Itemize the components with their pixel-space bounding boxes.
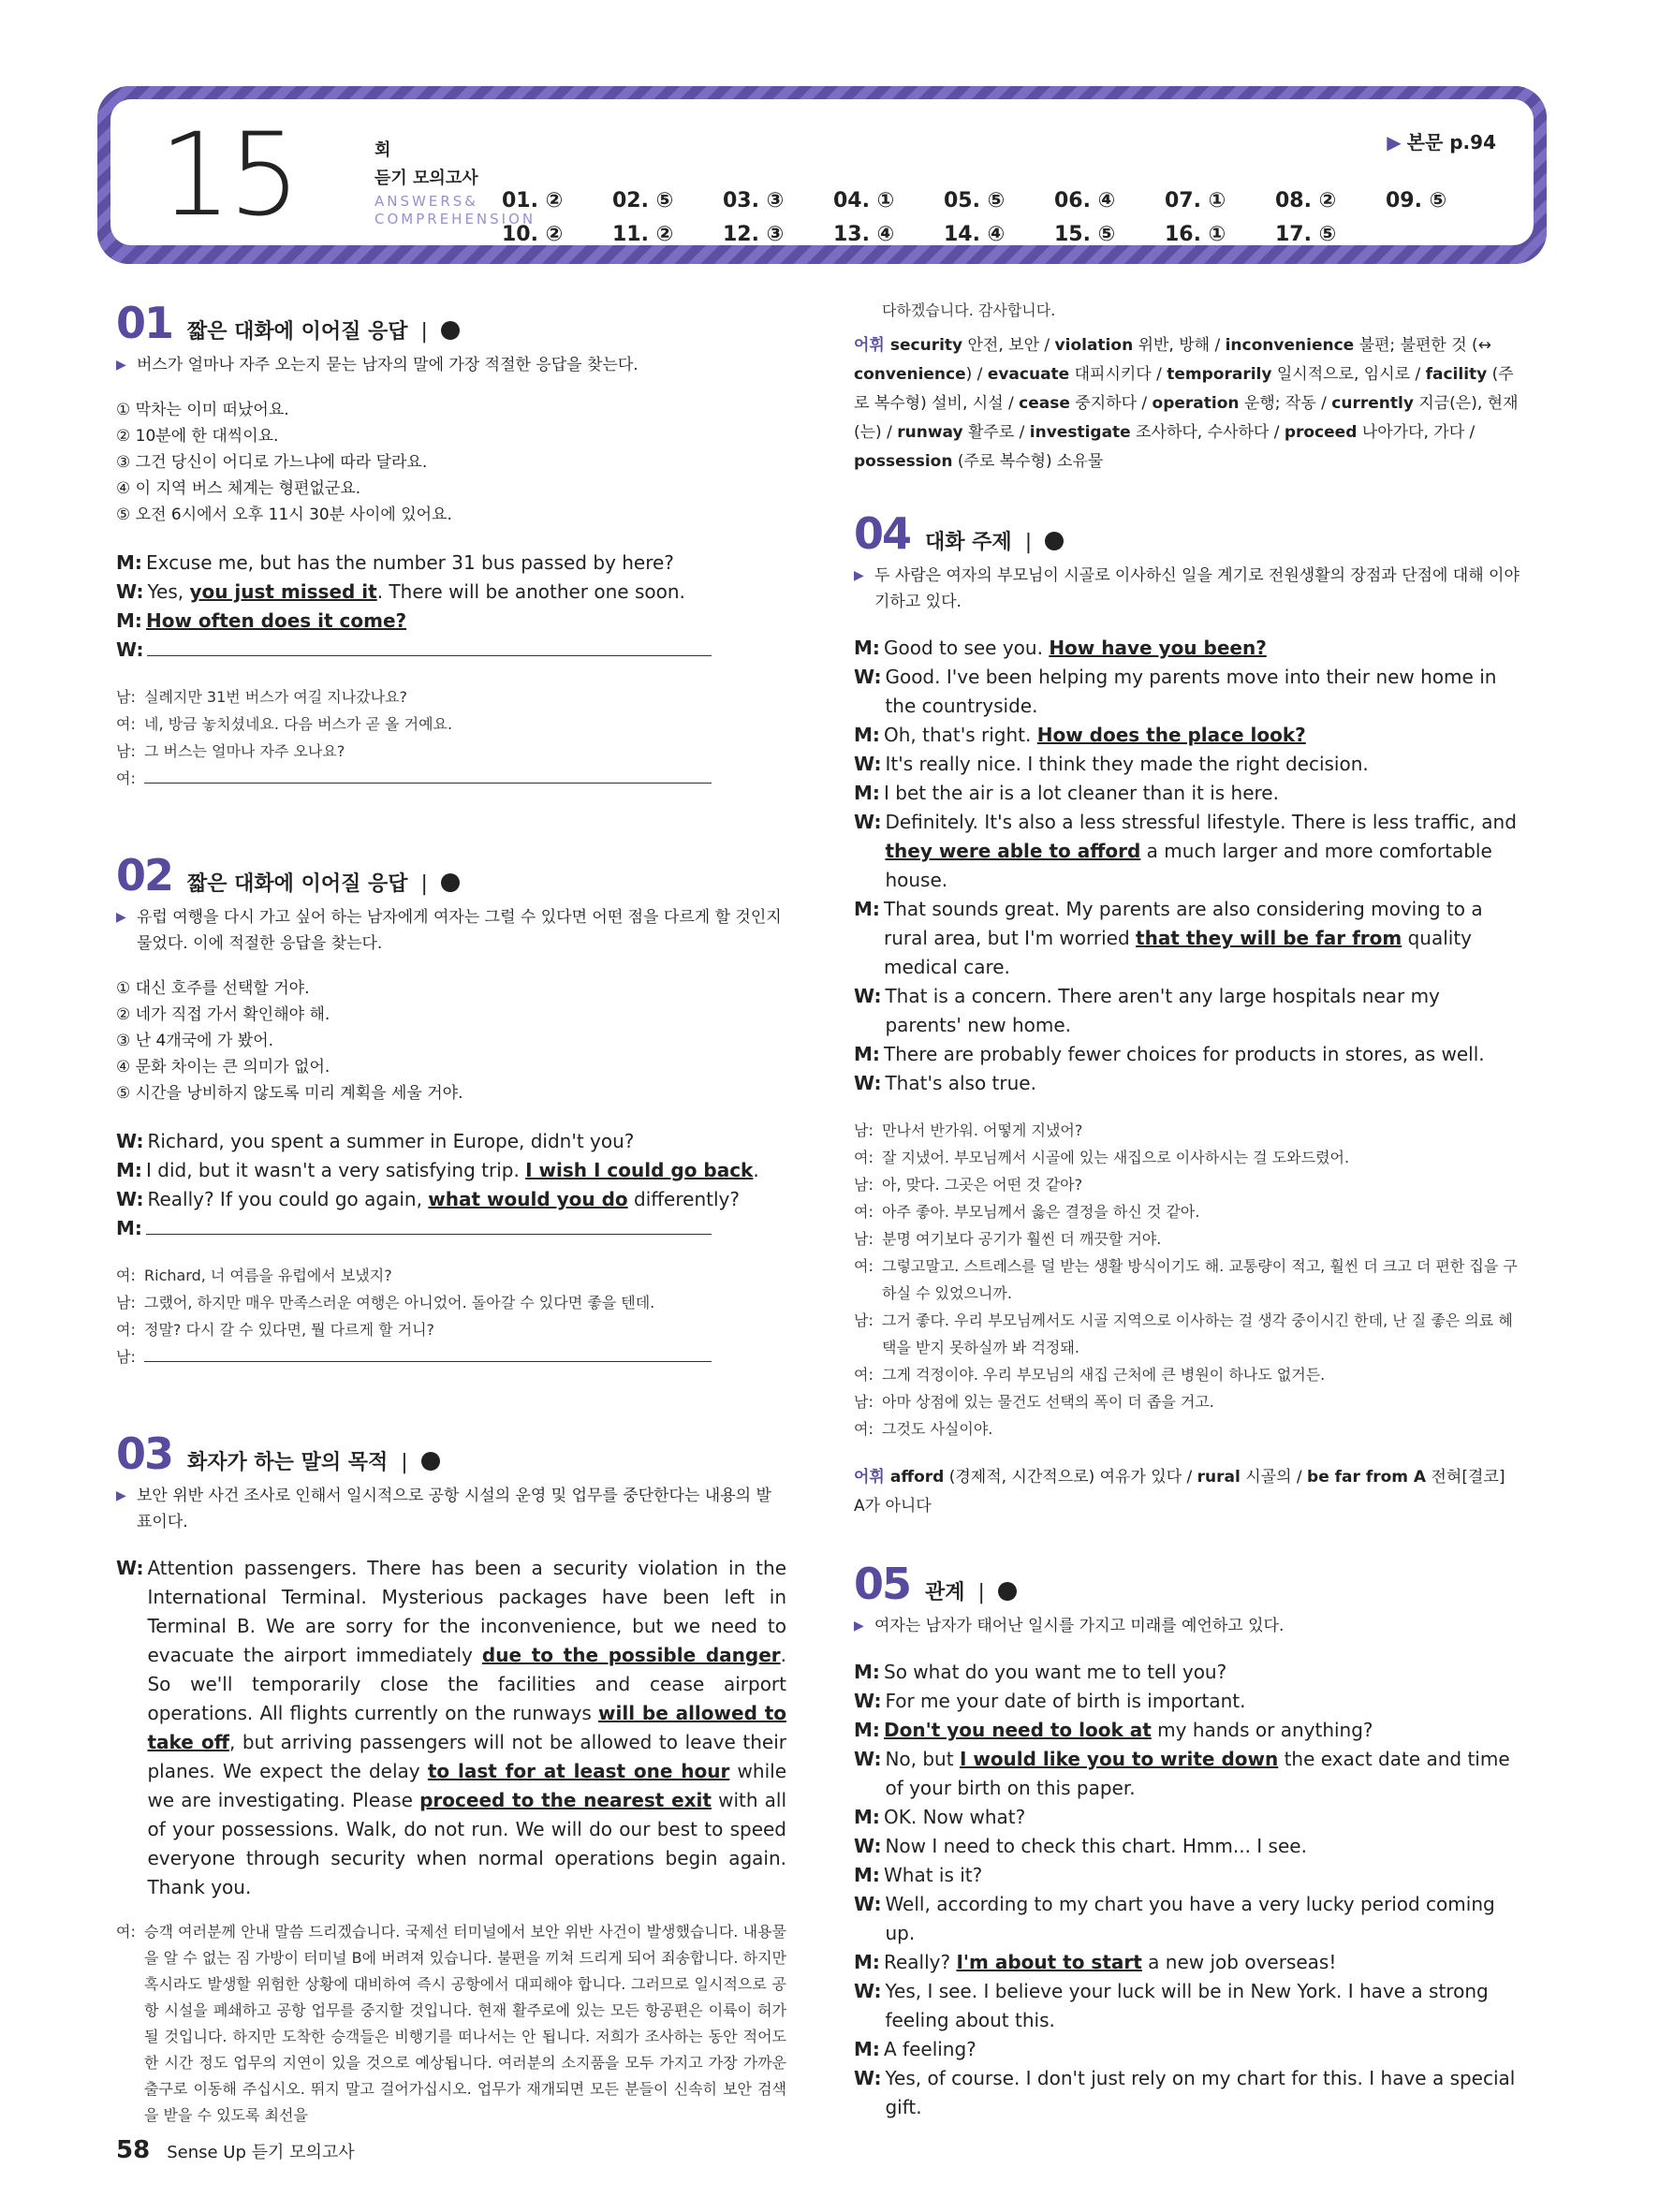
section-summary: ▶ 두 사람은 여자의 부모님이 시골로 이사하신 일을 계기로 전원생활의 장점과 단점에 대해 이야기하고 있다. [854,563,1520,615]
choice-item: ⑤ 시간을 낭비하지 않도록 미리 계획을 세울 거야. [116,1084,463,1103]
vocab-word: investigate [1029,423,1131,442]
vocab-word: afford [889,1468,945,1487]
vocab-meaning: 위반, 방해 / [1133,336,1226,355]
audio-track-icon [998,1582,1017,1601]
key-phrase: that they will be far from [1136,927,1402,949]
dialogue-text: What is it? [884,1864,983,1886]
answer-item: 14. ④ [944,222,1006,246]
vocab-label: 어휘 [854,1468,885,1487]
dialogue-line [854,721,1520,750]
answer-item: 13. ④ [833,222,895,246]
dialogue-text: That's also true. [885,1072,1036,1094]
dialogue-line [854,1745,1520,1803]
left-column [116,298,786,2129]
choice-item: ③ 그건 당신이 어디로 가느냐에 따라 달라요. [116,453,428,472]
translation-text: 그것도 사실이야. [882,1420,993,1438]
section-summary: ▶ 버스가 얼마나 자주 오는지 묻는 남자의 말에 가장 적절한 응답을 찾는다. [116,352,786,378]
dialogue-line [854,779,1520,808]
vocab-meaning: (경제적, 시간적으로) 여유가 있다 / [944,1468,1197,1487]
vocab-meaning: 시골의 / [1240,1468,1308,1487]
answer-item: 11. ② [612,222,674,246]
dialogue-text: A feeling? [884,2038,976,2060]
answer-blank[interactable] [144,1343,712,1362]
dialogue-line [854,750,1520,779]
speaker-label: W: [854,666,882,688]
speaker-label: M: [854,1719,880,1741]
translation-line [854,1144,1520,1171]
translation-text: 그렇고말고. 스트레스를 덜 받는 생활 방식이기도 해. 교통량이 적고, 훨씬 더 크고 더 편한 집을 구하실 수 있었으니까. [882,1257,1518,1302]
key-phrase: Don't you need to look at [884,1719,1152,1741]
choice-item: ① 막차는 이미 떠났어요. [116,401,289,419]
speaker-label: M: [854,724,880,746]
choice-item: ⑤ 오전 6시에서 오후 11시 30분 사이에 있어요. [116,505,452,524]
answer-blank[interactable] [144,765,712,784]
dialogue-text: Yes, I see. I believe your luck will be in New York. I have a strong feeling about this. [885,1980,1489,2031]
answer-item: 01. ② [502,188,564,212]
translation-line [854,1225,1520,1252]
audio-track-icon [421,1452,440,1471]
speaker-label: 여: [854,1366,874,1384]
announcement-translation: 여: 승객 여러분께 안내 말씀 드리겠습니다. 국제선 터미널에서 보안 위반 사건이 발생했습니다. 내용물을 알 수 없는 짐 가방이 터미널 B에 버려져 있습니다. 불편을 끼쳐 드리게 되어 죄송합니다. 하지만 혹시라도 발생할 위험한 상황에 대비하여 즉시 공항에서 대피해야 합니다. 그러므로 일시적으로 공항 시설을 폐쇄하고 공항 업무를 중지할 것입니다. 현재 활주로에 있는 모든 항공편은 이륙이 허가될 것입니다. 하지만 도착한 승객들은 비행기를 떠나서는 안 됩니다. 저희가 조사하는 동안 적어도 한 시간 정도 업무의 지연이 있을 것으로 예상됩니다. 여러분의 소지품을 모두 가지고 가장 가까운 출구로 이동해 주십시오. 뛰지 말고 걸어가십시오. 업무가 재개되면 모든 분들이 신속히 보안 검색을 받을 수 있도록 최선을 [116,1923,786,2124]
triangle-icon: ▶ [1387,131,1402,154]
speaker-label: W: [854,1893,882,1915]
vocab-meaning: 불편; 불편한 것 (↔ [1354,336,1491,355]
answer-item: 05. ⑤ [944,188,1006,212]
speaker-label: 남: [854,1393,874,1411]
answer-key [502,183,1513,251]
speaker-label: W: [854,1835,882,1857]
vocab-word: proceed [1284,423,1358,442]
dialogue-line [854,982,1520,1040]
answer-item: 02. ⑤ [612,188,674,212]
choice-item: ④ 문화 차이는 큰 의미가 없어. [116,1058,330,1077]
right-column [854,298,1520,2141]
choice-item: ② 네가 직접 가서 확인해야 해. [116,1005,330,1024]
speaker-label: W: [854,1690,882,1712]
section-number: 05 [854,1559,911,1609]
answer-row [502,183,1513,217]
answer-item: 17. ⑤ [1275,222,1337,246]
vocab-word: facility [1425,365,1488,384]
vocab-word: currently [1331,394,1414,413]
speaker-label: M: [854,1661,880,1683]
speaker-label: 여: [854,1203,874,1221]
vocab-meaning: 지금(은), 현재(는) / [854,394,1519,442]
dialogue-line [854,1861,1520,1890]
translation-line [854,1415,1520,1443]
translation-line [854,1307,1520,1361]
vocab-meaning: 대피시키다 / [1069,365,1167,384]
round-title: 듣기 모의고사 [374,168,478,188]
vocab-word: convenience [854,365,966,384]
answer-item: 03. ③ [723,188,785,212]
vocab-word: cease [1019,394,1070,413]
translation-text: 만나서 반가워. 어떻게 지냈어? [882,1121,1083,1139]
answer-item: 16. ① [1165,222,1226,246]
section-number: 03 [116,1428,173,1479]
dialogue-text: Good to see you. How have you been? [884,637,1267,659]
speaker-label: W: [854,1072,882,1094]
vocab-word: runway [897,423,963,442]
vocab-label: 어휘 [854,336,885,355]
page-footer [116,2136,355,2164]
dialogue-text: That is a concern. There aren't any large hospitals near my parents' new home. [885,985,1440,1036]
vocab-word: inconvenience [1225,336,1355,355]
speaker-label: 남: [854,1176,874,1194]
vocab-meaning: 일시적으로, 임시로 / [1271,365,1426,384]
translation-line [854,1252,1520,1307]
dialogue [854,634,1520,1098]
section-03-heading: 03 화자가 하는 말의 목적 | [116,1428,786,1479]
translation-line [854,1361,1520,1388]
speaker-label: 남: [854,1311,874,1329]
vocab-word: temporarily [1167,365,1272,384]
vocab-meaning: 전혀[결코] A가 아니다 [854,1468,1505,1516]
dialogue-line [854,1687,1520,1716]
key-phrase: I would like you to write down [959,1748,1279,1770]
announcement-translation-continued: 다하겠습니다. 감사합니다. [882,301,1056,319]
audio-track-icon [441,873,460,892]
key-phrase: How often does it come? [146,609,407,632]
choice-item: ④ 이 지역 버스 체계는 형편없군요. [116,479,361,498]
dialogue: W: Richard, you spent a summer in Europe, didn't you? M: I did, but it wasn't a very satisfying trip. I wish I could go back. W: Really? If you could go again, what would you do differently? M: [116,1130,759,1239]
speaker-label: M: [854,898,880,920]
book-title: Sense Up 듣기 모의고사 [167,2143,355,2162]
section-summary: ▶ 유럽 여행을 다시 가고 싶어 하는 남자에게 여자는 그럴 수 있다면 어떤 점을 다르게 할 것인지 물었다. 이에 적절한 응답을 찾는다. [116,904,786,957]
header-panel [110,99,1534,245]
dialogue-line [854,2064,1520,2122]
answer-choices [116,975,786,1106]
vocabulary-box [854,331,1520,476]
translation-text: 그거 좋다. 우리 부모님께서도 시골 지역으로 이사하는 걸 생각 중이시긴 한데, 난 질 좋은 의료 혜택을 받지 못하실까 봐 걱정돼. [882,1311,1513,1356]
translation-text: 아마 상점에 있는 물건도 선택의 폭이 더 좁을 거고. [882,1393,1214,1411]
dialogue-line [854,1040,1520,1069]
round-suffix: 회 [374,140,391,160]
dialogue-text: Now I need to check this chart. Hmm... I see. [885,1835,1307,1857]
dialogue-line [854,1658,1520,1687]
answer-item: 15. ⑤ [1054,222,1116,246]
speaker-label: 여: [854,1149,874,1166]
section-01-heading: 01 짧은 대화에 이어질 응답 | [116,298,786,348]
dialogue-line [854,1069,1520,1098]
translation-text: 분명 여기보다 공기가 훨씬 더 깨끗할 거야. [882,1230,1162,1248]
vocab-word: security [889,336,963,355]
key-phrase: How have you been? [1049,637,1267,659]
page-reference: ▶ 본문 p.94 [1387,131,1496,154]
choice-item: ① 대신 호주를 선택할 거야. [116,979,310,998]
key-phrase: to last for at least one hour [427,1760,730,1782]
speaker-label: M: [854,1864,880,1886]
audio-track-icon [1045,532,1064,550]
key-phrase: proceed to the nearest exit [419,1789,712,1811]
dialogue-text: No, but I would like you to write down the exact date and time of your birth on this paper. [885,1748,1510,1799]
dialogue-text: There are probably fewer choices for products in stores, as well. [884,1043,1485,1065]
dialogue-text: Well, according to my chart you have a very lucky period coming up. [885,1893,1495,1944]
dialogue-line [854,2035,1520,2064]
translation-line [854,1388,1520,1415]
dialogue: M: Excuse me, but has the number 31 bus passed by here? W: Yes, you just missed it. There will be another one soon. M: How often does it come? W: [116,549,786,665]
dialogue-line [854,895,1520,982]
speaker-label: 남: [854,1121,874,1139]
speaker-label: 여: [854,1257,874,1275]
vocab-meaning: ) / [965,365,988,384]
speaker-label: M: [854,637,880,659]
dialogue-line [854,1948,1520,1977]
round-number: 15 [159,109,298,242]
vocabulary-box [854,1463,1520,1521]
section-title: 화자가 하는 말의 목적 [187,1451,389,1474]
speaker-label: W: [854,985,882,1007]
speaker-label: M: [854,782,880,804]
section-summary: ▶ 여자는 남자가 태어난 일시를 가지고 미래를 예언하고 있다. [854,1613,1520,1639]
page-number: 58 [116,2136,151,2164]
vocab-word: operation [1152,394,1240,413]
translation [854,1117,1520,1443]
vocab-word: evacuate [987,365,1070,384]
dialogue-line [854,1803,1520,1832]
speaker-label: W: [854,753,882,775]
vocab-meaning: 조사하다, 수사하다 / [1130,423,1285,442]
speaker-label: M: [854,2038,880,2060]
dialogue-line [854,1716,1520,1745]
key-phrase: due to the possible danger [481,1644,781,1666]
vocab-meaning: (주로 복수형) 설비, 시설 / [854,365,1514,413]
vocab-meaning: (주로 복수형) 소유물 [952,452,1104,471]
answer-item: 06. ④ [1054,188,1116,212]
speaker-label: W: [854,1748,882,1770]
section-number: 02 [116,850,173,901]
dialogue-text: Good. I've been helping my parents move into their new home in the countryside. [885,666,1497,717]
section-02-heading: 02 짧은 대화에 이어질 응답 | [116,850,786,901]
answers-comprehension-label: ANSWERS& COMPREHENSION [374,193,536,227]
key-phrase: they were able to afford [885,840,1141,862]
vocab-word: possession [854,452,953,471]
speaker-label: 남: [854,1230,874,1248]
section-04-heading: 04 대화 주제 | [854,508,1520,559]
dialogue-line [854,663,1520,721]
translation-line [854,1198,1520,1225]
translation: 남: 실례지만 31번 버스가 여길 지나갔나요? 여: 네, 방금 놓치셨네요. 다음 버스가 곧 올 거예요. 남: 그 버스는 얼마나 자주 오나요? 여: [116,683,786,792]
translation-text: 그게 걱정이야. 우리 부모님의 새집 근처에 큰 병원이 하나도 없거든. [882,1366,1326,1384]
dialogue-text: So what do you want me to tell you? [884,1661,1227,1683]
vocab-meaning: 안전, 보안 / [962,336,1055,355]
translation-line [854,1117,1520,1144]
answer-blank[interactable] [146,1214,712,1235]
translation-text: 잘 지냈어. 부모님께서 시골에 있는 새집으로 이사하시는 걸 도와드렸어. [882,1149,1350,1166]
section-number: 01 [116,298,173,348]
dialogue-text: For me your date of birth is important. [885,1690,1246,1712]
speaker-label: W: [854,811,882,833]
speaker-label: W: [854,1980,882,2002]
speaker-label: W: [854,2067,882,2089]
section-title: 대화 주제 [925,531,1012,554]
section-05-heading: 05 관계 | [854,1559,1520,1609]
translation-text: 아주 좋아. 부모님께서 옳은 결정을 하신 것 같아. [882,1203,1200,1221]
choice-item: ② 10분에 한 대씩이요. [116,427,279,446]
answer-item: 04. ① [833,188,895,212]
dialogue-line [854,1890,1520,1948]
answer-item: 12. ③ [723,222,785,246]
answer-item: 10. ② [502,222,564,246]
answer-item: 07. ① [1165,188,1226,212]
choice-item: ③ 난 4개국에 가 봤어. [116,1032,274,1050]
vocab-meaning: 나아가다, 가다 / [1357,423,1476,442]
vocab-meaning: 중지하다 / [1069,394,1153,413]
dialogue-line [854,808,1520,895]
key-phrase: I'm about to start [956,1951,1142,1973]
dialogue-text: It's really nice. I think they made the right decision. [885,753,1369,775]
audio-track-icon [441,321,460,340]
answer-header-banner [97,86,1547,264]
dialogue-line [854,1977,1520,2035]
vocab-word: violation [1054,336,1134,355]
dialogue-text: Really? I'm about to start a new job overseas! [884,1951,1337,1973]
answer-blank[interactable] [147,636,712,656]
answer-choices [116,397,786,528]
dialogue-text: I bet the air is a lot cleaner than it is here. [884,782,1279,804]
dialogue-text: OK. Now what? [884,1806,1026,1828]
key-phrase: you just missed it [189,580,377,603]
answer-item: 09. ⑤ [1386,188,1447,212]
section-title: 짧은 대화에 이어질 응답 [187,872,408,896]
vocab-meaning: 운행; 작동 / [1239,394,1332,413]
dialogue-text: Definitely. It's also a less stressful lifestyle. There is less traffic, and they were able to afford a much larger and more comfortable house. [885,811,1517,891]
vocab-word: be far from A [1307,1468,1427,1487]
translation: 여: Richard, 너 여름을 유럽에서 보냈지? 남: 그랬어, 하지만 매우 만족스러운 여행은 아니었어. 돌아갈 수 있다면 좋을 텐데. 여: 정말? 다시 갈 수 있다면, 뭘 다르게 할 거니? 남: [116,1262,786,1370]
vocab-meaning: 활주로 / [962,423,1030,442]
key-phrase: what would you do [428,1188,628,1210]
answer-item: 08. ② [1275,188,1337,212]
section-summary: ▶ 보안 위반 사건 조사로 인해서 일시적으로 공항 시설의 운영 및 업무를 중단한다는 내용의 발표이다. [116,1483,786,1535]
speaker-label: M: [854,1806,880,1828]
translation-text: 아, 맞다. 그곳은 어떤 것 같아? [882,1176,1083,1194]
dialogue-line [854,634,1520,663]
translation-line [854,1171,1520,1198]
dialogue-text: Don't you need to look at my hands or anything? [884,1719,1373,1741]
dialogue-text: Oh, that's right. How does the place look? [884,724,1306,746]
answer-row [502,217,1513,251]
speaker-label: M: [854,1043,880,1065]
dialogue [854,1658,1520,2122]
dialogue-line [854,1832,1520,1861]
announcement-script: W: Attention passengers. There has been a security violation in the International Terminal. Mysterious packages have been left in Terminal B. We are sorry for the inconvenience, but we need to evacuate the airport immediately due to the possible danger. So we'll temporarily close the facilities and cease airport operations. All flights currently on the runways will be allowed to take off, but arriving passengers will not be allowed to leave their planes. We expect the delay to last for at least one hour while we are investigating. Please proceed to the nearest exit with all of your possessions. Walk, do not run. We will do our best to speed everyone through security when normal operations begin again. Thank you. [116,1557,787,1898]
dialogue-text: That sounds great. My parents are also considering moving to a rural area, but I'm worried that they will be far from quality medical care. [884,898,1483,978]
vocab-word: rural [1197,1468,1241,1487]
section-title: 짧은 대화에 이어질 응답 [187,320,408,344]
key-phrase: How does the place look? [1036,724,1306,746]
speaker-label: M: [854,1951,880,1973]
dialogue-text: Yes, of course. I don't just rely on my chart for this. I have a special gift. [885,2067,1516,2118]
key-phrase: will be allowed to take off [147,1702,787,1753]
section-title: 관계 [925,1581,965,1604]
speaker-label: 여: [854,1420,874,1438]
section-number: 04 [854,508,911,559]
key-phrase: I wish I could go back [525,1159,754,1181]
